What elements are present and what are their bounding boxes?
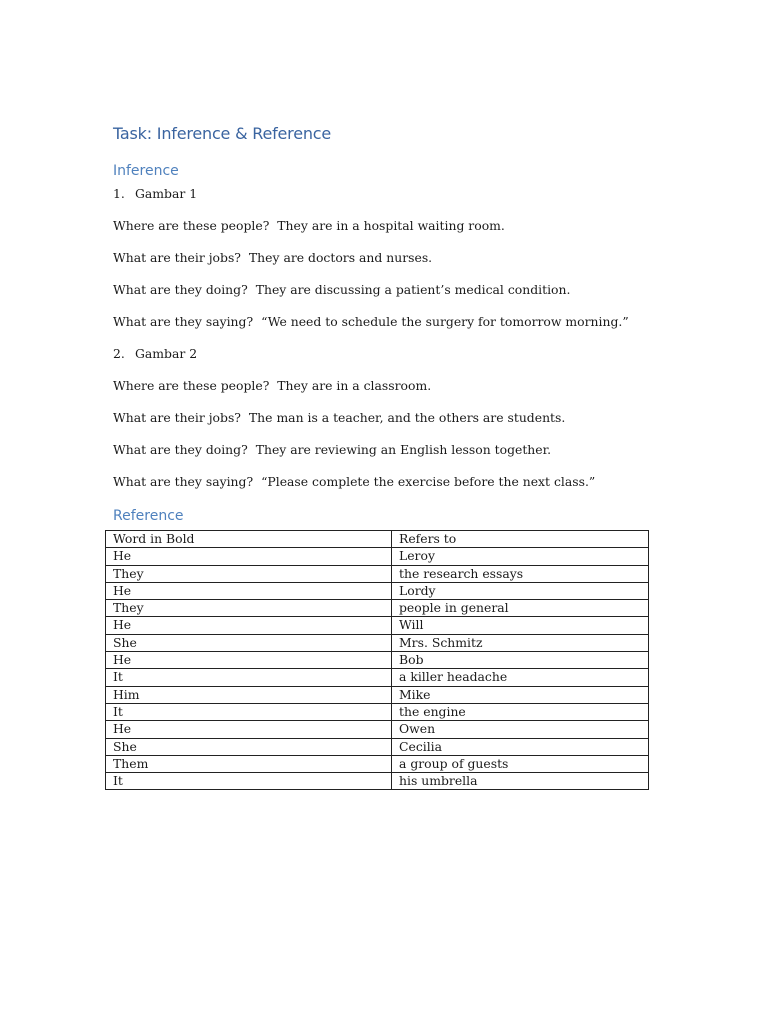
table-cell-word: It — [106, 773, 392, 790]
table-row — [106, 738, 649, 755]
inference-heading: Inference — [113, 163, 179, 179]
answer-text: They are in a classroom. — [277, 378, 432, 393]
table-cell-word: He — [106, 617, 392, 634]
inference-qa — [113, 250, 432, 266]
inference-item-1-label — [113, 186, 197, 202]
question-text: What are their jobs? — [113, 250, 241, 265]
list-label: Gambar 2 — [135, 346, 198, 361]
table-row — [106, 634, 649, 651]
table-cell-word: It — [106, 703, 392, 720]
inference-qa — [113, 442, 551, 458]
table-cell-refers-to: Leroy — [392, 548, 649, 565]
table-cell-word: They — [106, 565, 392, 582]
answer-text: They are doctors and nurses. — [248, 250, 433, 265]
table-row — [106, 669, 649, 686]
column-header: Word in Bold — [106, 531, 392, 548]
list-label: Gambar 1 — [135, 186, 198, 201]
answer-text: They are in a hospital waiting room. — [277, 218, 505, 233]
table-cell-refers-to: Mike — [392, 686, 649, 703]
question-text: What are they saying? — [113, 474, 254, 489]
question-text: What are they doing? — [113, 442, 248, 457]
table-cell-word: Him — [106, 686, 392, 703]
table-row — [106, 600, 649, 617]
table-row — [106, 548, 649, 565]
inference-qa — [113, 314, 629, 330]
table-cell-word: She — [106, 738, 392, 755]
question-text: What are they doing? — [113, 282, 248, 297]
table-cell-word: It — [106, 669, 392, 686]
inference-item-2-label — [113, 346, 197, 362]
table-cell-refers-to: a group of guests — [392, 755, 649, 772]
table-cell-word: They — [106, 600, 392, 617]
table-row — [106, 582, 649, 599]
table-row — [106, 721, 649, 738]
table-cell-refers-to: Bob — [392, 652, 649, 669]
table-row — [106, 652, 649, 669]
list-number: 2. — [113, 346, 125, 361]
table-cell-refers-to: people in general — [392, 600, 649, 617]
table-cell-word: She — [106, 634, 392, 651]
inference-qa — [113, 218, 505, 234]
table-cell-refers-to: Mrs. Schmitz — [392, 634, 649, 651]
table-cell-word: He — [106, 721, 392, 738]
inference-qa — [113, 474, 595, 490]
page-title: Task: Inference & Reference — [113, 124, 332, 143]
table-header-row — [106, 531, 649, 548]
question-text: Where are these people? — [113, 378, 270, 393]
table-row — [106, 773, 649, 790]
inference-qa — [113, 410, 565, 426]
table-cell-word: He — [106, 582, 392, 599]
answer-text: “Please complete the exercise before the next class.” — [261, 474, 596, 489]
question-text: What are their jobs? — [113, 410, 241, 425]
table-row — [106, 617, 649, 634]
question-text: Where are these people? — [113, 218, 270, 233]
table-row — [106, 755, 649, 772]
table-cell-word: Them — [106, 755, 392, 772]
list-number: 1. — [113, 186, 125, 201]
table-cell-word: He — [106, 652, 392, 669]
table-cell-refers-to: Lordy — [392, 582, 649, 599]
table-cell-refers-to: a killer headache — [392, 669, 649, 686]
inference-qa — [113, 282, 570, 298]
table-cell-word: He — [106, 548, 392, 565]
answer-text: “We need to schedule the surgery for tomorrow morning.” — [261, 314, 629, 329]
answer-text: They are discussing a patient’s medical condition. — [255, 282, 571, 297]
answer-text: The man is a teacher, and the others are students. — [248, 410, 566, 425]
question-text: What are they saying? — [113, 314, 254, 329]
reference-heading: Reference — [113, 508, 184, 524]
table-cell-refers-to: the research essays — [392, 565, 649, 582]
table-row — [106, 565, 649, 582]
reference-table — [105, 530, 649, 790]
table-cell-refers-to: Will — [392, 617, 649, 634]
inference-qa — [113, 378, 431, 394]
column-header: Refers to — [392, 531, 649, 548]
table-cell-refers-to: his umbrella — [392, 773, 649, 790]
table-row — [106, 703, 649, 720]
table-cell-refers-to: the engine — [392, 703, 649, 720]
table-row — [106, 686, 649, 703]
answer-text: They are reviewing an English lesson together. — [255, 442, 552, 457]
table-cell-refers-to: Owen — [392, 721, 649, 738]
table-cell-refers-to: Cecilia — [392, 738, 649, 755]
